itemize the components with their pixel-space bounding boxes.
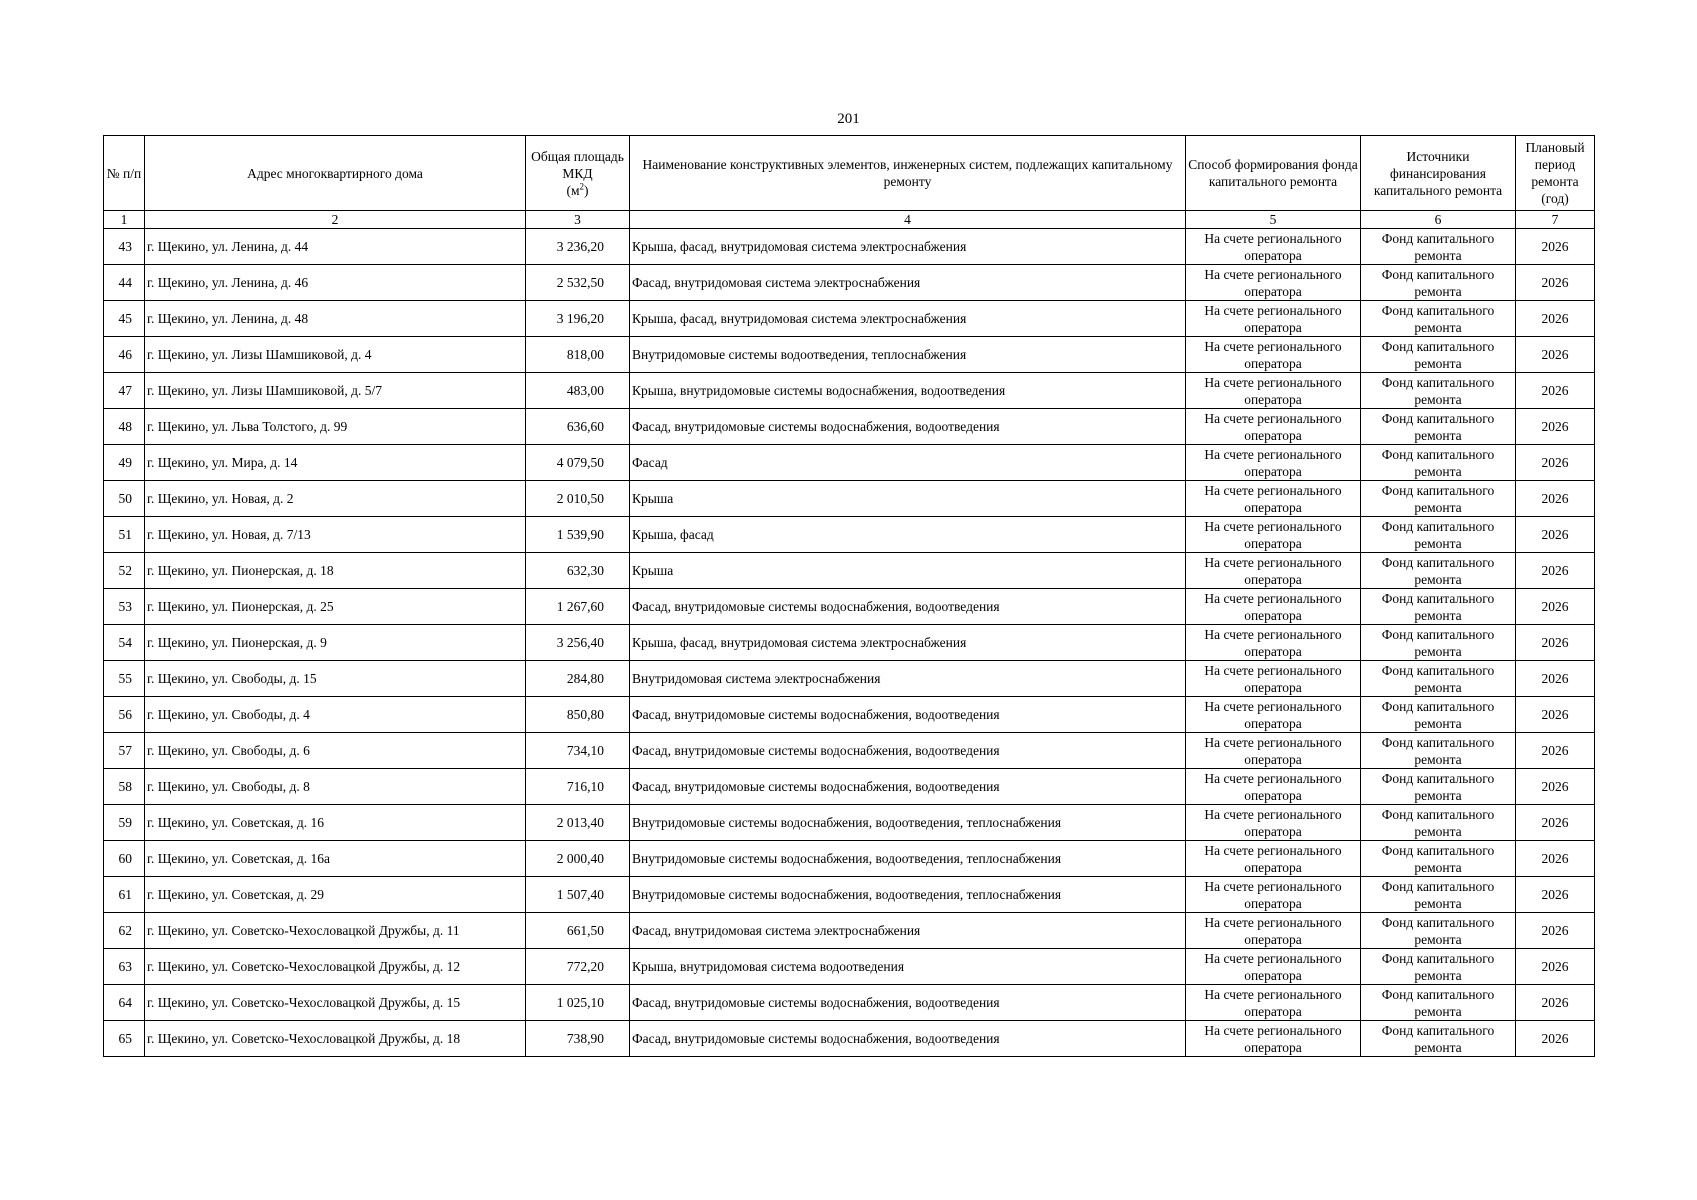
area-cell: 4 079,50 [526,445,630,481]
address-cell: г. Щекино, ул. Советско-Чехословацкой Дружбы, д. 11 [145,913,526,949]
address-cell: г. Щекино, ул. Советско-Чехословацкой Дружбы, д. 12 [145,949,526,985]
elements-cell: Фасад, внутридомовая система электроснабжения [630,913,1186,949]
elements-cell: Крыша, внутридомовая система водоотведения [630,949,1186,985]
funding-source-cell: Фонд капитального ремонта [1361,373,1516,409]
repair-period-cell: 2026 [1516,517,1595,553]
funding-source-cell: Фонд капитального ремонта [1361,229,1516,265]
elements-cell: Крыша, фасад, внутридомовая система электроснабжения [630,625,1186,661]
area-cell: 716,10 [526,769,630,805]
elements-cell: Фасад [630,445,1186,481]
funding-method-cell: На счете регионального оператора [1186,373,1361,409]
area-cell: 1 507,40 [526,877,630,913]
area-cell: 3 196,20 [526,301,630,337]
area-cell: 636,60 [526,409,630,445]
area-cell: 661,50 [526,913,630,949]
elements-cell: Фасад, внутридомовые системы водоснабжения, водоотведения [630,733,1186,769]
elements-cell: Внутридомовые системы водоснабжения, водоотведения, теплоснабжения [630,877,1186,913]
area-cell: 1 267,60 [526,589,630,625]
elements-cell: Крыша [630,481,1186,517]
header-row [104,136,1595,211]
funding-method-cell: На счете регионального оператора [1186,1021,1361,1057]
table-row [104,373,1595,409]
address-cell: г. Щекино, ул. Пионерская, д. 9 [145,625,526,661]
row-number-cell: 52 [104,553,145,589]
elements-cell: Внутридомовая система электроснабжения [630,661,1186,697]
repair-period-cell: 2026 [1516,949,1595,985]
funding-method-cell: На счете регионального оператора [1186,517,1361,553]
address-cell: г. Щекино, ул. Ленина, д. 48 [145,301,526,337]
funding-source-cell: Фонд капитального ремонта [1361,661,1516,697]
address-cell: г. Щекино, ул. Советская, д. 16 [145,805,526,841]
row-number-cell: 62 [104,913,145,949]
repair-period-cell: 2026 [1516,589,1595,625]
column-number: 3 [526,211,630,229]
funding-method-cell: На счете регионального оператора [1186,913,1361,949]
table-row [104,589,1595,625]
funding-source-cell: Фонд капитального ремонта [1361,517,1516,553]
header-area-unit-power: 2 [579,181,585,191]
table-row [104,337,1595,373]
funding-method-cell: На счете регионального оператора [1186,301,1361,337]
funding-method-cell: На счете регионального оператора [1186,985,1361,1021]
elements-cell: Внутридомовые системы водоснабжения, водоотведения, теплоснабжения [630,841,1186,877]
address-cell: г. Щекино, ул. Лизы Шамшиковой, д. 4 [145,337,526,373]
funding-method-cell: На счете регионального оператора [1186,769,1361,805]
table-row [104,949,1595,985]
table-row [104,805,1595,841]
funding-source-cell: Фонд капитального ремонта [1361,949,1516,985]
table-header [104,136,1595,229]
funding-method-cell: На счете регионального оператора [1186,337,1361,373]
address-cell: г. Щекино, ул. Мира, д. 14 [145,445,526,481]
repair-period-cell: 2026 [1516,553,1595,589]
repair-period-cell: 2026 [1516,265,1595,301]
row-number-cell: 43 [104,229,145,265]
address-cell: г. Щекино, ул. Лизы Шамшиковой, д. 5/7 [145,373,526,409]
elements-cell: Фасад, внутридомовые системы водоснабжения, водоотведения [630,985,1186,1021]
funding-source-cell: Фонд капитального ремонта [1361,589,1516,625]
table-row [104,697,1595,733]
capital-repair-table [103,135,1595,1057]
repair-period-cell: 2026 [1516,625,1595,661]
funding-method-cell: На счете регионального оператора [1186,265,1361,301]
address-cell: г. Щекино, ул. Пионерская, д. 25 [145,589,526,625]
table-row [104,265,1595,301]
table-row [104,877,1595,913]
funding-method-cell: На счете регионального оператора [1186,877,1361,913]
header-area-unit: м [570,182,580,198]
row-number-cell: 49 [104,445,145,481]
row-number-cell: 50 [104,481,145,517]
elements-cell: Фасад, внутридомовые системы водоснабжения, водоотведения [630,697,1186,733]
repair-period-cell: 2026 [1516,661,1595,697]
funding-source-cell: Фонд капитального ремонта [1361,1021,1516,1057]
table-row [104,553,1595,589]
row-number-cell: 45 [104,301,145,337]
funding-method-cell: На счете регионального оператора [1186,733,1361,769]
funding-source-cell: Фонд капитального ремонта [1361,805,1516,841]
header-area: Общая площадь МКД $(м^2)$ [526,136,630,211]
address-cell: г. Щекино, ул. Ленина, д. 44 [145,229,526,265]
table-row [104,1021,1595,1057]
funding-source-cell: Фонд капитального ремонта [1361,841,1516,877]
address-cell: г. Щекино, ул. Свободы, д. 4 [145,697,526,733]
table-row [104,409,1595,445]
funding-source-cell: Фонд капитального ремонта [1361,625,1516,661]
area-cell: 3 236,20 [526,229,630,265]
address-cell: г. Щекино, ул. Советская, д. 16а [145,841,526,877]
row-number-cell: 44 [104,265,145,301]
row-number-cell: 59 [104,805,145,841]
table-row [104,769,1595,805]
funding-method-cell: На счете регионального оператора [1186,841,1361,877]
funding-source-cell: Фонд капитального ремонта [1361,265,1516,301]
funding-method-cell: На счете регионального оператора [1186,697,1361,733]
repair-period-cell: 2026 [1516,877,1595,913]
repair-period-cell: 2026 [1516,229,1595,265]
table-row [104,229,1595,265]
address-cell: г. Щекино, ул. Новая, д. 7/13 [145,517,526,553]
repair-period-cell: 2026 [1516,805,1595,841]
funding-method-cell: На счете регионального оператора [1186,661,1361,697]
address-cell: г. Щекино, ул. Свободы, д. 15 [145,661,526,697]
repair-period-cell: 2026 [1516,985,1595,1021]
area-cell: 2 532,50 [526,265,630,301]
address-cell: г. Щекино, ул. Свободы, д. 6 [145,733,526,769]
table-row [104,841,1595,877]
funding-source-cell: Фонд капитального ремонта [1361,769,1516,805]
funding-source-cell: Фонд капитального ремонта [1361,337,1516,373]
funding-method-cell: На счете регионального оператора [1186,229,1361,265]
funding-method-cell: На счете регионального оператора [1186,589,1361,625]
funding-method-cell: На счете регионального оператора [1186,553,1361,589]
area-cell: 738,90 [526,1021,630,1057]
funding-source-cell: Фонд капитального ремонта [1361,409,1516,445]
page-number: 201 [837,111,860,127]
area-cell: 3 256,40 [526,625,630,661]
repair-period-cell: 2026 [1516,841,1595,877]
area-cell: 2 000,40 [526,841,630,877]
funding-source-cell: Фонд капитального ремонта [1361,301,1516,337]
area-cell: 818,00 [526,337,630,373]
row-number-cell: 54 [104,625,145,661]
repair-period-cell: 2026 [1516,373,1595,409]
repair-period-cell: 2026 [1516,913,1595,949]
address-cell: г. Щекино, ул. Советско-Чехословацкой Дружбы, д. 18 [145,1021,526,1057]
area-cell: 2 013,40 [526,805,630,841]
table-row [104,481,1595,517]
elements-cell: Крыша, внутридомовые системы водоснабжения, водоотведения [630,373,1186,409]
funding-method-cell: На счете регионального оператора [1186,805,1361,841]
table-body [104,229,1595,1057]
funding-source-cell: Фонд капитального ремонта [1361,985,1516,1021]
elements-cell: Фасад, внутридомовые системы водоснабжения, водоотведения [630,769,1186,805]
row-number-cell: 65 [104,1021,145,1057]
area-cell: 632,30 [526,553,630,589]
funding-method-cell: На счете регионального оператора [1186,409,1361,445]
table-row [104,445,1595,481]
row-number-cell: 58 [104,769,145,805]
repair-period-cell: 2026 [1516,481,1595,517]
elements-cell: Крыша, фасад [630,517,1186,553]
row-number-cell: 46 [104,337,145,373]
address-cell: г. Щекино, ул. Новая, д. 2 [145,481,526,517]
table-row [104,301,1595,337]
funding-source-cell: Фонд капитального ремонта [1361,481,1516,517]
funding-method-cell: На счете регионального оператора [1186,949,1361,985]
row-number-cell: 63 [104,949,145,985]
area-cell: 2 010,50 [526,481,630,517]
table-row [104,625,1595,661]
area-cell: 734,10 [526,733,630,769]
repair-period-cell: 2026 [1516,409,1595,445]
row-number-cell: 57 [104,733,145,769]
elements-cell: Фасад, внутридомовая система электроснабжения [630,265,1186,301]
header-repair-period: Плановый период ремонта (год) [1516,136,1595,211]
row-number-cell: 56 [104,697,145,733]
table-row [104,517,1595,553]
row-number-cell: 60 [104,841,145,877]
column-number-row [104,211,1595,229]
repair-period-cell: 2026 [1516,337,1595,373]
funding-source-cell: Фонд капитального ремонта [1361,877,1516,913]
elements-cell: Крыша [630,553,1186,589]
header-funding-source: Источники финансирования капитального ремонта [1361,136,1516,211]
area-cell: 850,80 [526,697,630,733]
elements-cell: Внутридомовые системы водоотведения, теплоснабжения [630,337,1186,373]
funding-source-cell: Фонд капитального ремонта [1361,913,1516,949]
header-address: Адрес многоквартирного дома [145,136,526,211]
funding-method-cell: На счете регионального оператора [1186,625,1361,661]
table-row [104,913,1595,949]
header-row-number: № п/п [104,136,145,211]
repair-period-cell: 2026 [1516,769,1595,805]
area-cell: 772,20 [526,949,630,985]
funding-source-cell: Фонд капитального ремонта [1361,445,1516,481]
area-cell: 284,80 [526,661,630,697]
row-number-cell: 51 [104,517,145,553]
address-cell: г. Щекино, ул. Ленина, д. 46 [145,265,526,301]
header-area-label: Общая площадь МКД [531,148,624,181]
address-cell: г. Щекино, ул. Льва Толстого, д. 99 [145,409,526,445]
elements-cell: Внутридомовые системы водоснабжения, водоотведения, теплоснабжения [630,805,1186,841]
column-number: 5 [1186,211,1361,229]
elements-cell: Фасад, внутридомовые системы водоснабжения, водоотведения [630,589,1186,625]
row-number-cell: 55 [104,661,145,697]
address-cell: г. Щекино, ул. Свободы, д. 8 [145,769,526,805]
row-number-cell: 53 [104,589,145,625]
table-row [104,985,1595,1021]
row-number-cell: 48 [104,409,145,445]
column-number: 6 [1361,211,1516,229]
funding-source-cell: Фонд капитального ремонта [1361,553,1516,589]
area-cell: 1 025,10 [526,985,630,1021]
row-number-cell: 64 [104,985,145,1021]
elements-cell: Крыша, фасад, внутридомовая система электроснабжения [630,301,1186,337]
column-number: 1 [104,211,145,229]
funding-method-cell: На счете регионального оператора [1186,481,1361,517]
column-number: 4 [630,211,1186,229]
area-cell: 1 539,90 [526,517,630,553]
elements-cell: Фасад, внутридомовые системы водоснабжения, водоотведения [630,1021,1186,1057]
header-elements: Наименование конструктивных элементов, инженерных систем, подлежащих капитальному ремонту [630,136,1186,211]
address-cell: г. Щекино, ул. Советская, д. 29 [145,877,526,913]
area-cell: 483,00 [526,373,630,409]
repair-period-cell: 2026 [1516,697,1595,733]
elements-cell: Крыша, фасад, внутридомовая система электроснабжения [630,229,1186,265]
row-number-cell: 61 [104,877,145,913]
repair-period-cell: 2026 [1516,445,1595,481]
funding-method-cell: На счете регионального оператора [1186,445,1361,481]
header-funding-method: Способ формирования фонда капитального ремонта [1186,136,1361,211]
address-cell: г. Щекино, ул. Пионерская, д. 18 [145,553,526,589]
column-number: 7 [1516,211,1595,229]
column-number: 2 [145,211,526,229]
table-row [104,733,1595,769]
funding-source-cell: Фонд капитального ремонта [1361,733,1516,769]
funding-source-cell: Фонд капитального ремонта [1361,697,1516,733]
repair-period-cell: 2026 [1516,1021,1595,1057]
repair-period-cell: 2026 [1516,733,1595,769]
row-number-cell: 47 [104,373,145,409]
table-row [104,661,1595,697]
address-cell: г. Щекино, ул. Советско-Чехословацкой Дружбы, д. 15 [145,985,526,1021]
repair-period-cell: 2026 [1516,301,1595,337]
elements-cell: Фасад, внутридомовые системы водоснабжения, водоотведения [630,409,1186,445]
